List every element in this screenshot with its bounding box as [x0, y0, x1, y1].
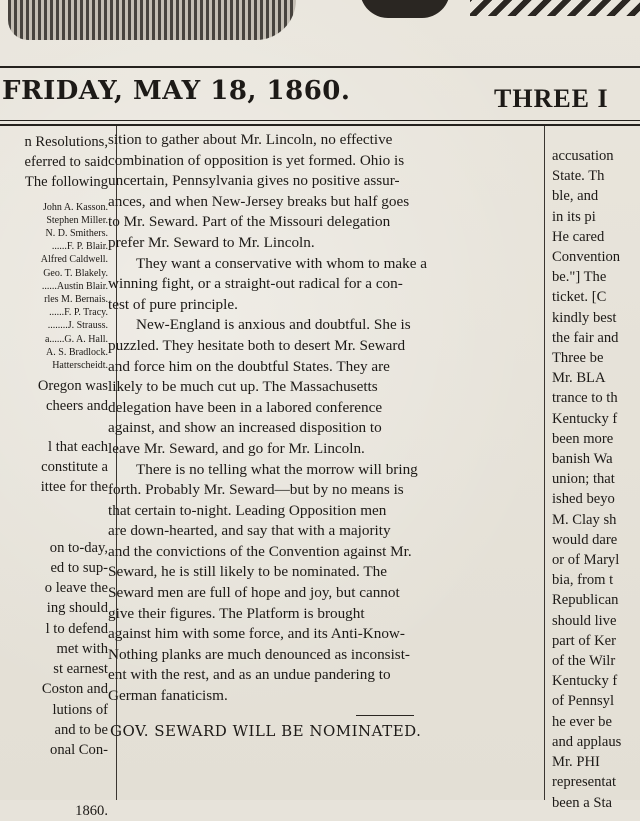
text-line: the fair and [552, 329, 619, 346]
text-line: ble, and [552, 188, 599, 205]
text-line: A. S. Bradlock. [46, 346, 108, 358]
section-headline: GOV. SEWARD WILL BE NOMINATED. [110, 721, 422, 740]
section-separator [356, 715, 414, 716]
masthead-rule-bottom [0, 120, 640, 121]
text-line: kindly best [552, 309, 617, 326]
text-line [0, 518, 108, 538]
text-line: in its pi [552, 208, 596, 225]
text-line: winning fight, or a straight-out radical for a con- [108, 275, 403, 293]
text-line: Three be [552, 350, 604, 367]
text-line: been a Sta [552, 794, 612, 811]
text-line: and the convictions of the Convention against Mr. [108, 542, 412, 560]
text-line: delegation have been in a labored conference [108, 398, 383, 416]
text-line: German fanaticism. [108, 687, 228, 705]
masthead-rule-top [0, 66, 640, 68]
text-line: The following [24, 174, 108, 191]
text-line: eferred to said [24, 154, 108, 171]
text-line: Mr. BLA [552, 370, 606, 387]
masthead-engraving-right [470, 0, 640, 16]
text-line: against, and show an increased disposition to [108, 419, 382, 437]
text-line: n Resolutions, [24, 134, 108, 150]
text-line: constitute a [41, 459, 108, 476]
text-line: Alfred Caldwell. [40, 254, 108, 266]
text-line: ......F. P. Tracy. [49, 307, 108, 319]
text-line: st earnest [53, 661, 108, 678]
text-line: Kentucky f [552, 673, 618, 690]
text-line: ........J. Strauss. [47, 320, 108, 332]
text-line: ent with the rest, and as an undue pandering to [108, 666, 391, 684]
text-line: Mr. PHI [552, 754, 600, 771]
text-line: Geo. T. Blakely. [43, 267, 108, 279]
text-line: Convention [552, 249, 621, 266]
text-line: He cared [552, 228, 605, 245]
text-line: John A. Kasson. [42, 201, 108, 213]
text-line: State. Th [552, 168, 605, 185]
text-line: 1860. [75, 802, 108, 819]
text-line: ing should [46, 600, 108, 617]
text-line: union; that [552, 471, 615, 488]
text-line: onal Con- [50, 741, 108, 758]
text-line: are down-hearted, and say that with a majority [108, 522, 391, 540]
text-line: cheers and [46, 398, 108, 415]
text-line: would dare [552, 531, 618, 548]
text-line: banish Wa [552, 451, 613, 468]
text-line: bia, from t [552, 572, 614, 589]
text-line: Oregon was [37, 378, 108, 395]
masthead-emblem [360, 0, 450, 18]
text-line: sition to gather about Mr. Lincoln, no effective [108, 131, 393, 148]
text-line: that certain to-night. Leading Opposition men [108, 501, 387, 519]
issue-date: FRIDAY, MAY 18, 1860. [2, 76, 351, 106]
text-line: ed to sup- [50, 560, 108, 577]
text-line: ances, and when New-Jersey breaks but half goes [108, 192, 410, 210]
text-line: part of Ker [552, 632, 617, 649]
text-line: l to defend [45, 620, 108, 637]
center-column-article [96, 130, 536, 740]
text-line: They want a conservative with whom to make a [136, 254, 428, 272]
text-line: ticket. [C [552, 289, 607, 306]
text-line: There is no telling what the morrow will bring [136, 460, 418, 478]
edition-label: THREE I [494, 84, 609, 113]
text-line [0, 760, 108, 780]
text-line: uncertain, Pennsylvania gives no positive assur- [108, 172, 400, 190]
column-divider-right [544, 126, 545, 800]
text-line: a......G. A. Hall. [44, 333, 108, 345]
text-line: give their figures. The Platform is brought [108, 604, 365, 622]
text-line: o leave the [44, 580, 108, 597]
text-line: test of pure principle. [108, 295, 238, 313]
text-line: combination of opposition is yet formed. Ohio is [108, 151, 405, 169]
text-line: trance to th [552, 390, 618, 407]
text-line: ittee for the [40, 479, 108, 496]
text-line: be."] The [552, 269, 607, 286]
masthead-illustration [0, 0, 640, 48]
text-line: M. Clay sh [552, 511, 617, 528]
text-line: Nothing planks are much denounced as inconsist- [108, 645, 410, 663]
left-column [0, 132, 108, 821]
text-line: Kentucky f [552, 410, 618, 427]
text-line: met with [56, 640, 108, 657]
text-line: Republican [552, 592, 619, 609]
text-line: Seward men are full of hope and joy, but cannot [108, 584, 400, 602]
text-line: likely to be much cut up. The Massachusetts [108, 378, 378, 396]
text-line: should live [552, 612, 617, 629]
text-line: New-England is anxious and doubtful. She is [136, 316, 411, 334]
right-column [552, 146, 640, 813]
text-line: l that each [48, 438, 108, 455]
masthead-engraving-left [8, 0, 296, 40]
text-line [0, 497, 108, 517]
text-line: ished beyo [552, 491, 615, 508]
text-line [0, 417, 108, 437]
text-line: lutions of [52, 701, 108, 718]
text-line: ......Austin Blair. [41, 280, 108, 292]
text-line: or of Maryl [552, 552, 620, 569]
text-line: accusation [552, 148, 614, 164]
text-line [0, 780, 108, 800]
text-line: to Mr. Seward. Part of the Missouri delegation [108, 213, 391, 231]
text-line: and to be [54, 721, 108, 738]
text-line: on to-day, [49, 539, 108, 556]
text-line: and applaus [552, 733, 622, 750]
text-line: representat [552, 774, 617, 791]
dateline [0, 70, 640, 118]
text-line: prefer Mr. Seward to Mr. Lincoln. [108, 233, 315, 251]
text-line: N. D. Smithers. [45, 228, 108, 240]
text-line: ......F. P. Blair. [51, 241, 108, 253]
text-line: Stephen Miller. [46, 214, 108, 226]
text-line: been more [552, 430, 614, 447]
text-line: of Pennsyl [552, 693, 615, 710]
text-line: Coston and [41, 681, 108, 698]
text-line: he ever be [552, 713, 612, 730]
text-line: against him with some force, and its Anti-Know- [108, 625, 405, 643]
text-line: puzzled. They hesitate both to desert Mr. Seward [108, 336, 406, 354]
text-line: of the Wilr [552, 653, 616, 670]
text-line: Seward, he is still likely to be nominated. The [108, 563, 387, 581]
text-line: leave Mr. Seward, and go for Mr. Lincoln. [108, 439, 365, 457]
text-line: rles M. Bernais. [44, 294, 108, 306]
text-line: and force him on the doubtful States. They are [108, 357, 390, 375]
text-line: Hatterscheidt. [52, 360, 108, 372]
text-line: forth. Probably Mr. Seward—but by no means is [108, 481, 404, 499]
